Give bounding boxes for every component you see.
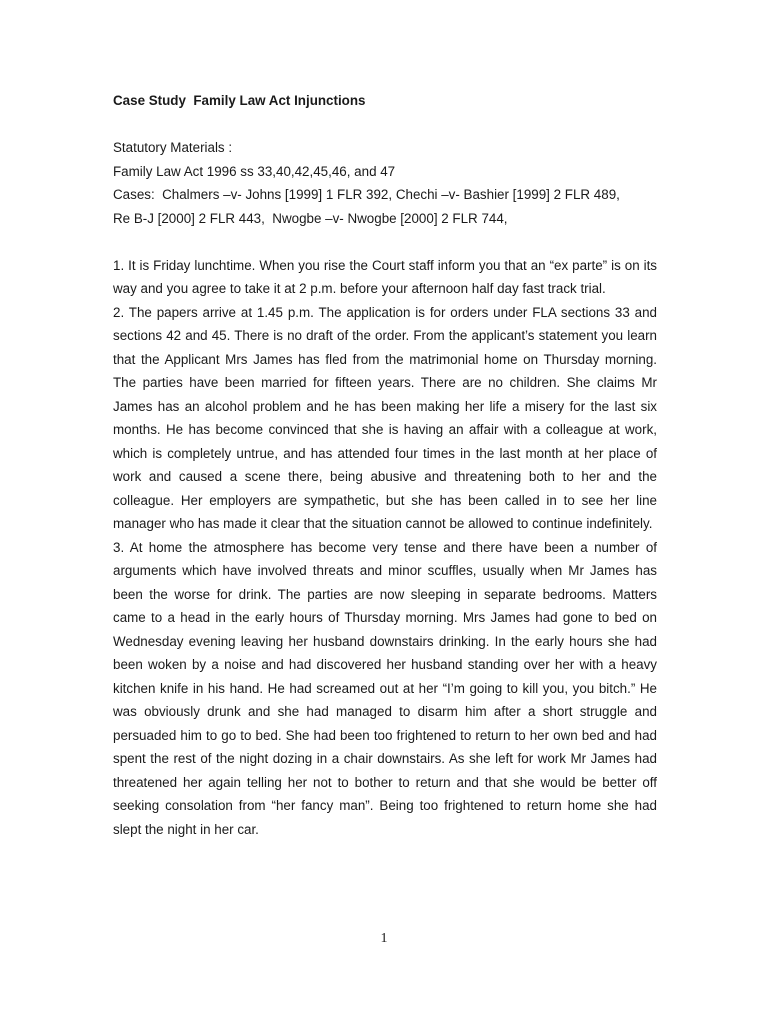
statutory-act-reference: Family Law Act 1996 ss 33,40,42,45,46, and 47 bbox=[113, 163, 396, 179]
statutory-materials-heading: Statutory Materials : bbox=[113, 140, 233, 155]
statutory-materials-block bbox=[113, 136, 657, 230]
cases-reference-line-2: Re B-J [2000] 2 FLR 443, Nwogbe –v- Nwogbe [2000] 2 FLR 744, bbox=[113, 210, 508, 226]
document-title: Case Study Family Law Act Injunctions bbox=[113, 93, 366, 108]
paragraph-1: 1. It is Friday lunchtime. When you rise the Court staff inform you that an “ex parte” is on its way and you agree to take it at 2 p.m. before your afternoon half day fast track trial. bbox=[113, 257, 657, 296]
page-number: 1 bbox=[380, 931, 388, 946]
paragraph-2: 2. The papers arrive at 1.45 p.m. The application is for orders under FLA sections 33 and sections 42 and 45. There is no draft of the order. From the applicant’s statement you learn that the Applicant Mrs James has fled from the matrimonial home on Thursday morning. The parties have been married for fifteen years. There are no children. She claims Mr James has an alcohol problem and he has been making her life a misery for the last six months. He has become convinced that she is having an affair with a colleague at work, which is completely untrue, and has attended four times in the last month at her place of work and caused a scene there, being abusive and threatening both to her and the colleague. Her employers are sympathetic, but she has been called in to see her line manager who has made it clear that the situation cannot be allowed to continue indefinitely. bbox=[113, 304, 657, 531]
cases-reference-line-1: Cases: Chalmers –v- Johns [1999] 1 FLR 392, Chechi –v- Bashier [1999] 2 FLR 489, bbox=[113, 187, 620, 202]
document-body bbox=[113, 89, 657, 841]
paragraph-3: 3. At home the atmosphere has become very tense and there have been a number of arguments which have involved threats and minor scuffles, usually when Mr James has been the worse for drink. The parties are now sleeping in separate bedrooms. Matters came to a head in the early hours of Thursday morning. Mrs James had gone to bed on Wednesday evening leaving her husband downstairs drinking. In the early hours she had been woken by a noise and had discovered her husband standing over her with a heavy kitchen knife in his hand. He had screamed out at her “I’m going to kill you, you bitch.” He was obviously drunk and she had managed to disarm him after a short struggle and persuaded him to go to bed. She had been too frightened to return to her own bed and had spent the rest of the night dozing in a chair downstairs. As she left for work Mr James had threatened her again telling her not to bother to return and that she would be better off seeking consolation from “her fancy man”. Being too frightened to return home she had slept the night in her car. bbox=[113, 539, 657, 837]
spacer bbox=[113, 230, 657, 254]
